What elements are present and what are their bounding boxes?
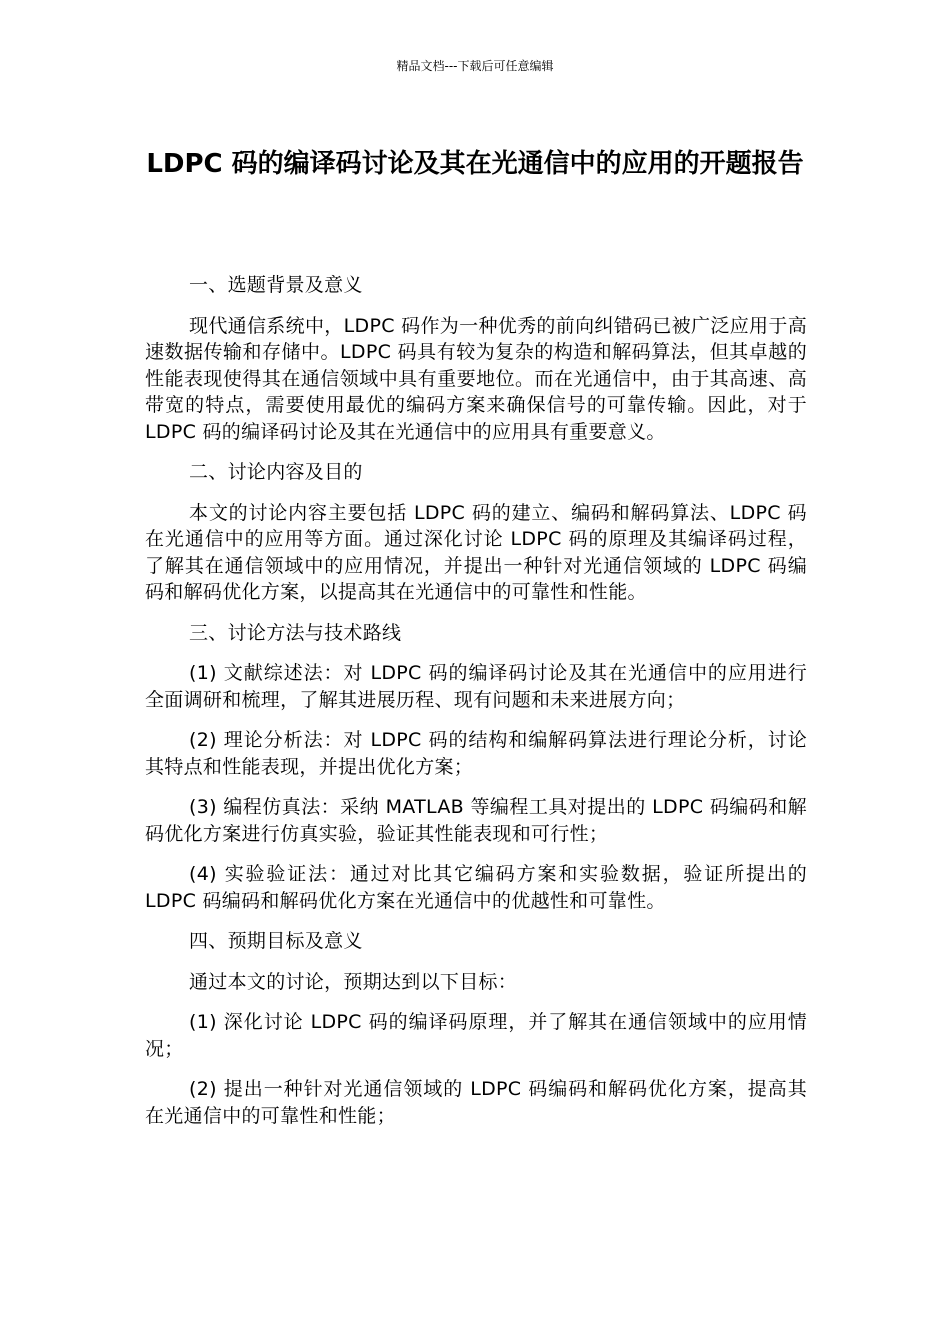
paragraph-content: 本文的讨论内容主要包括 LDPC 码的建立、编码和解码算法、LDPC 码在光通信中的应用等方面。通过深化讨论 LDPC 码的原理及其编译码过程，了解其在通信领域中的应用情况，并提出一种针对光通信领域的 LDPC 码编码和解码优化方案，以提高其在光通信中的可靠性和性能。 [145, 501, 807, 603]
section-heading-background: 一、选题背景及意义 [189, 274, 363, 296]
section-heading-content: 二、讨论内容及目的 [189, 461, 363, 483]
document-body [145, 272, 807, 1143]
method-item-4: (4) 实验验证法：通过对比其它编码方案和实验数据，验证所提出的 LDPC 码编码和解码优化方案在光通信中的优越性和可靠性。 [145, 863, 807, 912]
goal-item-1: (1) 深化讨论 LDPC 码的编译码原理，并了解其在通信领域中的应用情况； [145, 1011, 807, 1060]
document-title: LDPC 码的编译码讨论及其在光通信中的应用的开题报告 [146, 149, 804, 179]
goal-item-2: (2) 提出一种针对光通信领域的 LDPC 码编码和解码优化方案，提高其在光通信中的可靠性和性能； [145, 1078, 807, 1127]
section-heading-methods: 三、讨论方法与技术路线 [189, 621, 402, 644]
method-item-1: (1) 文献综述法：对 LDPC 码的编译码讨论及其在光通信中的应用进行全面调研和梳理，了解其进展历程、现有问题和未来进展方向； [145, 662, 807, 711]
paragraph-goals-intro: 通过本文的讨论，预期达到以下目标： [189, 970, 518, 993]
method-item-3: (3) 编程仿真法：采纳 MATLAB 等编程工具对提出的 LDPC 码编码和解码优化方案进行仿真实验，验证其性能表现和可行性； [145, 796, 807, 845]
section-heading-goals: 四、预期目标及意义 [189, 930, 363, 952]
page-header: 精品文档---下载后可任意编辑 [396, 59, 554, 73]
paragraph-background: 现代通信系统中，LDPC 码作为一种优秀的前向纠错码已被广泛应用于高速数据传输和存储中。LDPC 码具有较为复杂的构造和解码算法，但其卓越的性能表现使得其在通信领域中具有重要地位。而在光通信中，由于其高速、高带宽的特点，需要使用最优的编码方案来确保信号的可靠传输。因此，对于 LDPC 码的编译码讨论及其在光通信中的应用具有重要意义。 [145, 314, 807, 443]
method-item-2: (2) 理论分析法：对 LDPC 码的结构和编解码算法进行理论分析，讨论其特点和性能表现，并提出优化方案； [145, 729, 807, 778]
